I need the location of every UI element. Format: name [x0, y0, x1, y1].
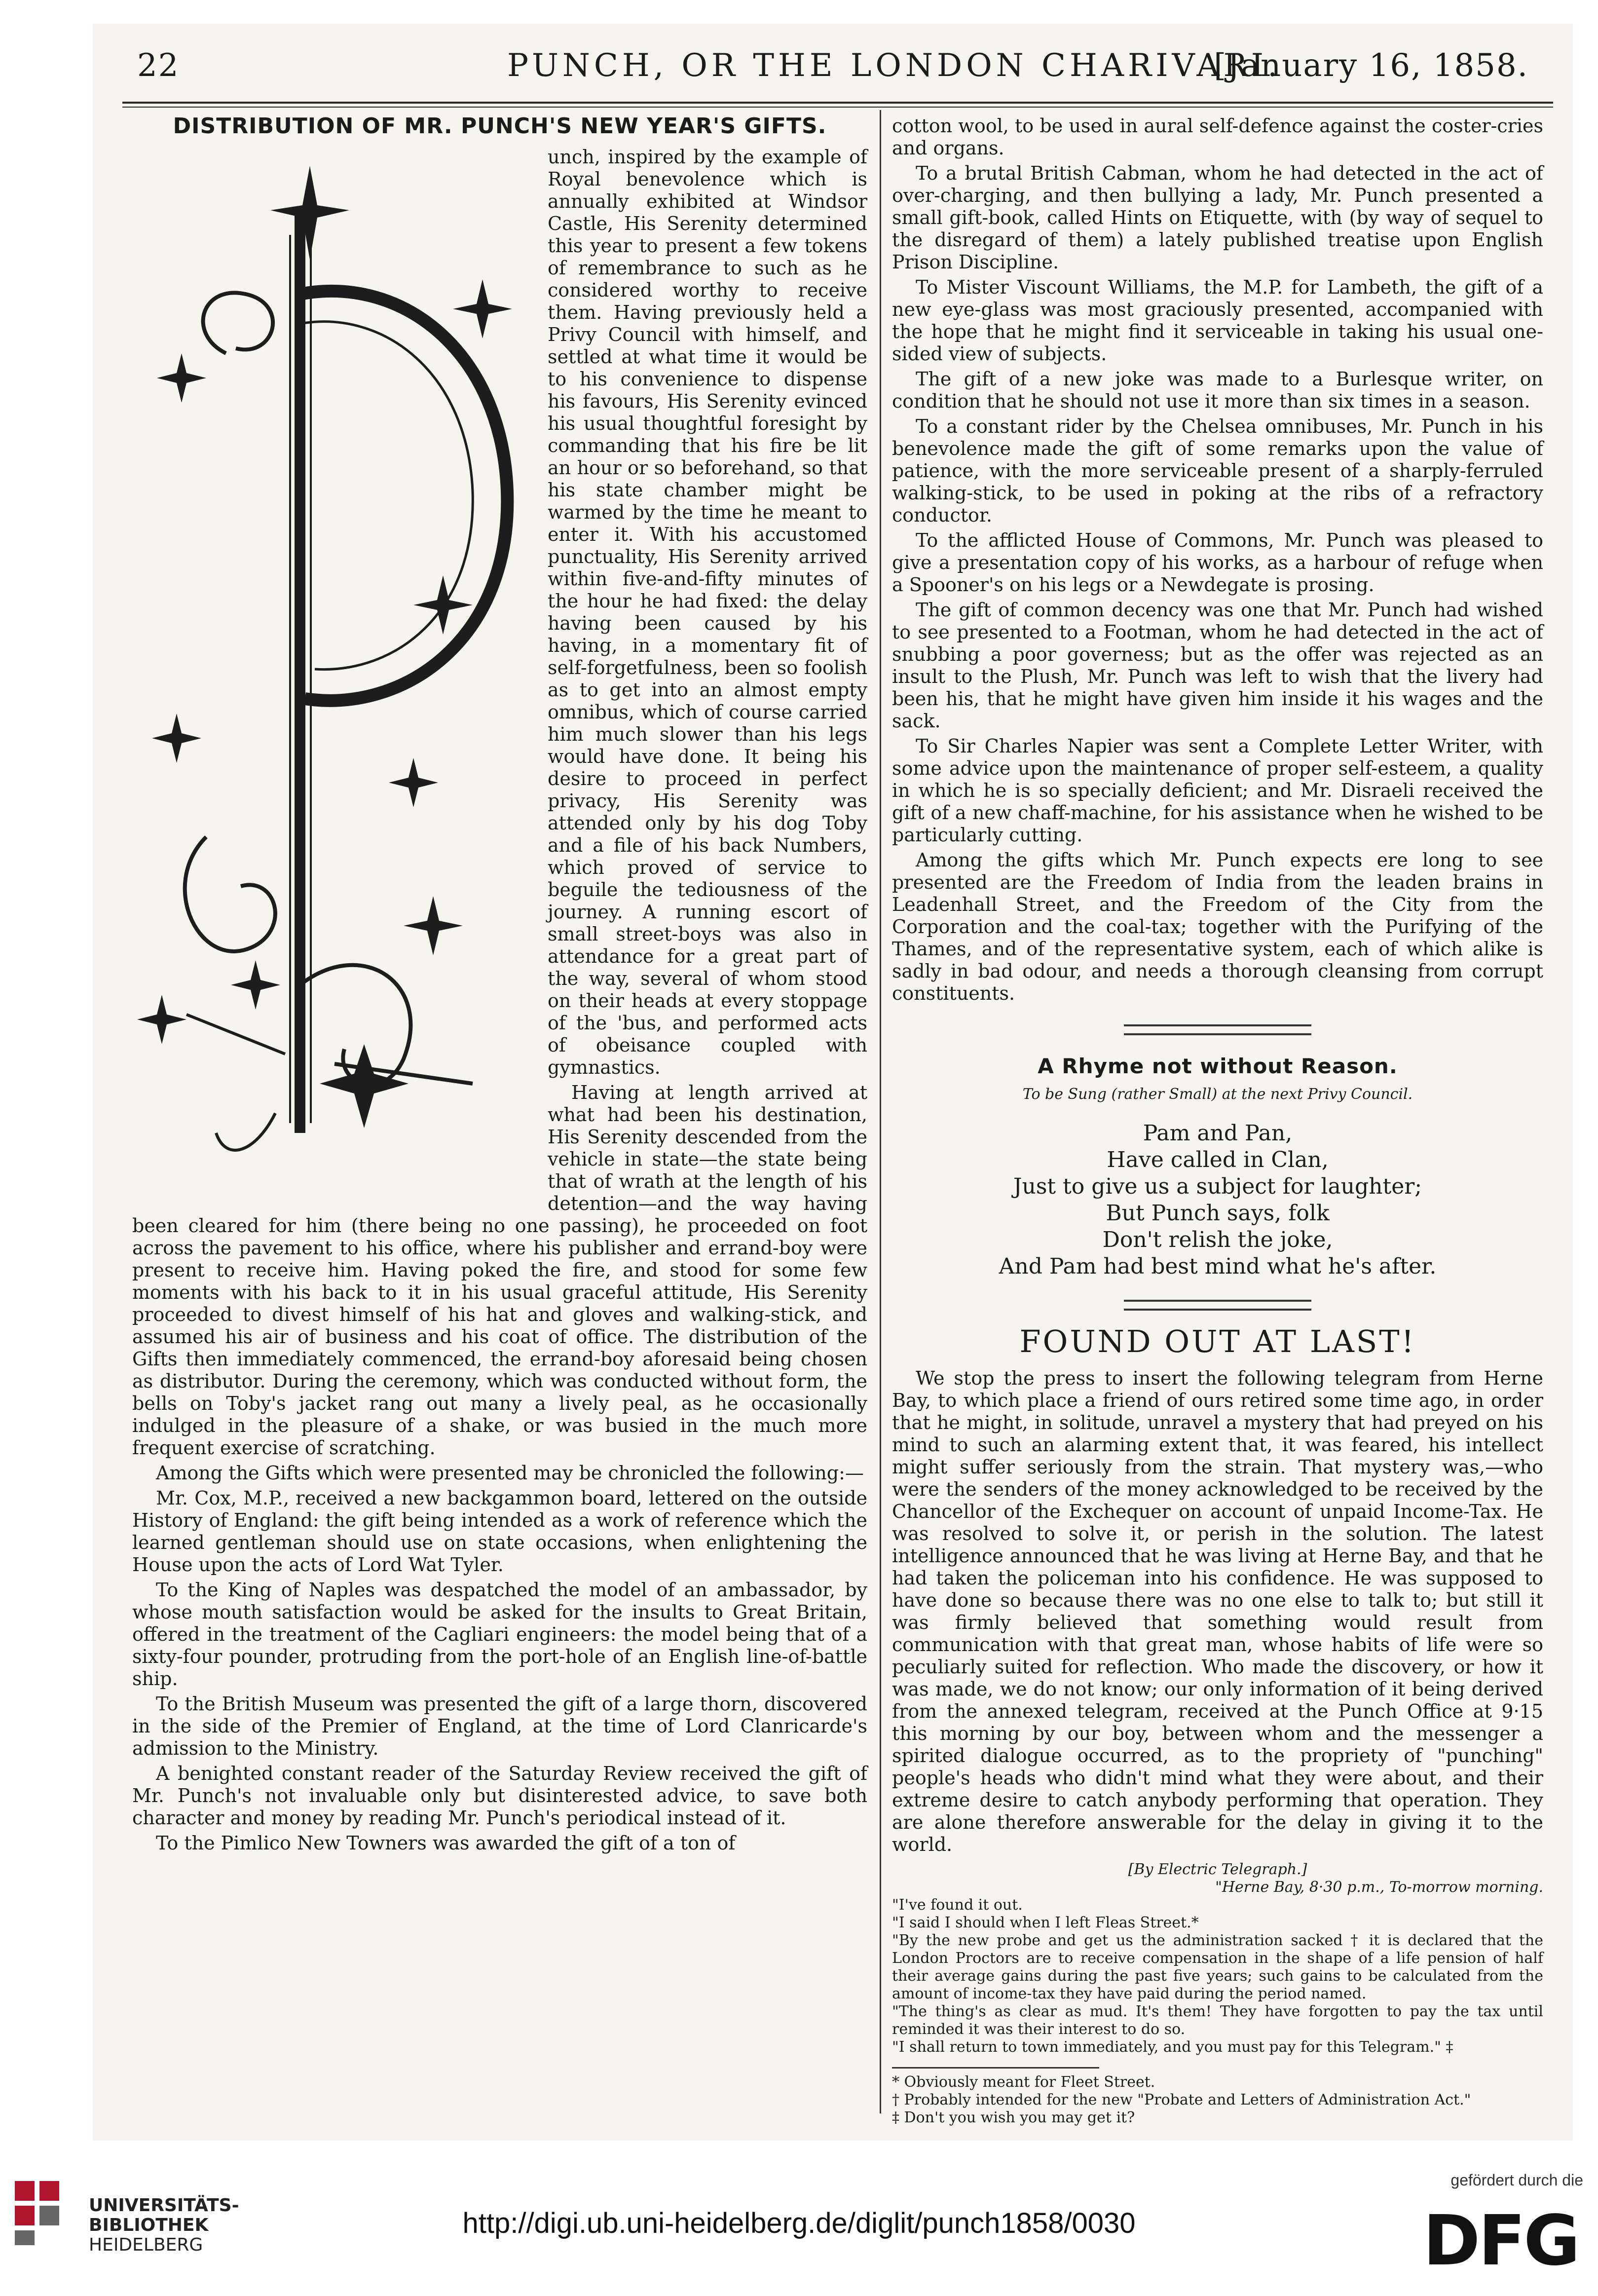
telegraph-label: [By Electric Telegraph.]	[1128, 1861, 1307, 1878]
footnote: ‡ Don't you wish you may get it?	[892, 2109, 1135, 2126]
page-number: 22	[137, 47, 180, 84]
telegram-line: "I said I should when I left Fleas Street.*	[892, 1914, 1199, 1931]
section-title: FOUND OUT AT LAST!	[1019, 1323, 1416, 1359]
article-paragraph: To the King of Naples was despatched the model of an ambassador, by whose mouth satisfaction would be asked for the insults to Great Britain, offered in the treatment of the Cagliari engineers: the model being that of a sixty-four pounder, protruding from the port-hole of an English line-of-battle ship.	[132, 1579, 867, 1690]
verse-line: And Pam had best mind what he's after.	[999, 1254, 1437, 1279]
funded-by-label: gefördert durch die	[1450, 2171, 1583, 2189]
column-divider	[880, 110, 881, 2113]
university-name: UNIVERSITÄTS- BIBLIOTHEK HEIDELBERG	[89, 2195, 239, 2255]
digitization-footer	[0, 2161, 1598, 2296]
dfg-logo: DFG	[1423, 2201, 1578, 2281]
article-paragraph: We stop the press to insert the following telegram from Herne Bay, to which place a friend of ours retired some time ago, in order that he might, in solitude, unravel a mystery that had preyed on his mind to such an alarming extent that, it was feared, his intellect might suffer seriously from the strain. That mystery was,—who were the senders of the money acknowledged to be received by the Chancellor of the Exchequer on account of unpaid Income-Tax. He was resolved to solve it, or perish in the solution. The latest intelligence announced that he was living at Herne Bay, and that he had taken the policeman into his confidence. He was supposed to have done so because there was no one else to talk to; but still it was firmly believed that something would result from communication with that great man, whose habits of life were so peculiarly suited for reflection. Who made the discovery, or how it was made, we do not know; our only information of it being derived from the annexed telegram, received at the Punch Office at 9·15 this morning by our boy, between whom and the messenger a spirited dialogue occurred, as to the propriety of "punching" people's heads who didn't mind what they were about, and their extreme desire to catch anybody performing that operation. They are alone therefore answerable for the delay in giving it to the world.	[892, 1367, 1543, 1855]
newspaper-page	[93, 24, 1573, 2141]
left-column	[132, 115, 867, 2113]
article-paragraph: To a constant rider by the Chelsea omnibuses, Mr. Punch in his benevolence made the gift of some remarks upon the value of patience, with the more serviceable present of a sharply-ferruled walking-stick, to be used in poking at the ribs of a refractory conductor.	[892, 415, 1543, 526]
article-paragraph: Having at length arrived at what had been his destination, His Serenity descended from the vehicle in state—the state being that of wrath at the length of his detention—and the way having been cleared for him (there being no one passing), he proceeded on foot across the pavement to his office, where his publisher and errand-boy were present to receive him. Having poked the fire, and stood for some few moments with his back to it in his usual graceful attitude, His Serenity proceeded to divest himself of his hat and gloves and walking-stick, and assumed his air of business and his coat of office. The distribution of the Gifts then immediately commenced, the errand-boy aforesaid being chosen as distributor. During the ceremony, which was conducted without form, the bells on Toby's jacket rang out many a lively peal, as he occasionally indulged in the pleasure of a shake, or was busied in the much more frequent exercise of scratching.	[132, 1082, 867, 1459]
article-paragraph: To the British Museum was presented the gift of a large thorn, discovered in the side of the Premier of England, at the time of Lord Clanricarde's admission to the Ministry.	[132, 1693, 867, 1759]
rhyme-title: A Rhyme not without Reason.	[1038, 1054, 1398, 1078]
article-paragraph: The gift of a new joke was made to a Burlesque writer, on condition that he should not use it more than six times in a season.	[892, 368, 1543, 412]
rhyme-subtitle: To be Sung (rather Small) at the next Privy Council.	[1022, 1086, 1413, 1103]
article-paragraph: The gift of common decency was one that Mr. Punch had wished to see presented to a Footman, whom he had detected in the act of snubbing a poor governess; but as the offer was rejected as an insult to the Plush, Mr. Punch was left to wish that the livery had been his, that he might have given him inside it his wages and the sack.	[892, 599, 1543, 732]
header-rule	[122, 102, 1553, 104]
verse-line: But Punch says, folk	[1106, 1201, 1330, 1226]
article-title: DISTRIBUTION OF MR. PUNCH'S NEW YEAR'S GIFTS.	[173, 113, 827, 139]
verse	[892, 1120, 1543, 1280]
article-paragraph: To the afflicted House of Commons, Mr. Punch was pleased to give a presentation copy of his works, as a harbour of refuge when a Spooner's on his legs or a Newdegate is prosing.	[892, 529, 1543, 596]
masthead-title: PUNCH, OR THE LONDON CHARIVARI.	[507, 47, 1282, 84]
footnote: * Obviously meant for Fleet Street.	[892, 2073, 1155, 2091]
footnote: † Probably intended for the new "Probate and Letters of Administration Act."	[892, 2091, 1471, 2108]
telegram-line: "I've found it out.	[892, 1896, 1023, 1914]
verse-line: Have called in Clan,	[1107, 1147, 1329, 1172]
telegram-line: "I shall return to town immediately, and you must pay for this Telegram." ‡	[892, 2038, 1453, 2056]
article-paragraph: cotton wool, to be used in aural self-defence against the coster-cries and organs.	[892, 115, 1543, 159]
article-paragraph: unch, inspired by the example of Royal benevolence which is annually exhibited at Windsor Castle, His Serenity determined this year to present a few tokens of remembrance to such as he considered worthy to receive them. Having previously held a Privy Council with himself, and settled at what time it would be to his convenience to dispense his favours, His Serenity evinced his usual thoughtful foresight by commanding that his fire be lit an hour or so beforehand, so that his state chamber might be warmed by the time he meant to enter it. With his accustomed punctuality, His Serenity arrived within five-and-fifty minutes of the hour he had fixed: the delay having been caused by his having, in a momentary fit of self-forgetfulness, been so foolish as to get into an almost empty omnibus, which of course carried him much slower than his legs would have done. It being his desire to proceed in perfect privacy, His Serenity was attended only by his dog Toby and a file of his back Numbers, which proved of service to beguile the tediousness of the journey. A running escort of small street-boys was also in attendance for a great part of the way, several of whom stood on their heads at every stoppage of the 'bus, and performed acts of obeisance coupled with gymnastics.	[548, 146, 867, 1078]
dateline: "Herne Bay, 8·30 p.m., To-morrow morning.	[1215, 1879, 1543, 1896]
ornate-p-illustration	[127, 146, 537, 1192]
article-paragraph: A benighted constant reader of the Saturday Review received the gift of Mr. Punch's not invaluable only but disinterested advice, to save both character and money by reading Mr. Punch's periodical instead of it.	[132, 1763, 867, 1829]
article-paragraph: To the Pimlico New Towners was awarded the gift of a ton of	[156, 1832, 736, 1854]
article-paragraph: To Sir Charles Napier was sent a Complete Letter Writer, with some advice upon the maintenance of proper self-esteem, a quality in which he is so specially deficient; and Mr. Disraeli received the gift of a new chaff-machine, for his assistance when he wished to be particularly cutting.	[892, 735, 1543, 846]
permalink-url[interactable]: http://digi.ub.uni-heidelberg.de/diglit/punch1858/0030	[462, 2207, 1136, 2239]
right-column	[892, 115, 1543, 2126]
section-separator	[1124, 1024, 1311, 1035]
issue-date: [January 16, 1858.	[1214, 47, 1528, 84]
telegram-line: "By the new probe and get us the administration sacked † it is declared that the London Proctors are to receive compensation in the shape of a life pension of half their average gains during the past five years; such gains to be calculated from the amount of income-tax they have paid during the period named.	[892, 1932, 1543, 2002]
article-paragraph: Among the gifts which Mr. Punch expects ere long to see presented are the Freedom of India from the leaden brains in Leadenhall Street, and the Freedom of the City from the Corporation and the coal-tax; together with the Purifying of the Thames, and of the representative system, each of which alike is sadly in bad odour, and needs a thorough cleansing from corrupt constituents.	[892, 849, 1543, 1004]
article-paragraph: To Mister Viscount Williams, the M.P. for Lambeth, the gift of a new eye-glass was most graciously presented, accompanied with the hope that he might find it serviceable in taking his usual one-sided view of subjects.	[892, 276, 1543, 365]
footnote-rule	[892, 2067, 1099, 2069]
ornamental-initial-p-illustration	[127, 146, 537, 1192]
article-paragraph: Mr. Cox, M.P., received a new backgammon board, lettered on the outside History of England: the gift being intended as a work of reference which the learned gentleman should use on state occasions, when enlightening the House upon the acts of Lord Wat Tyler.	[132, 1487, 867, 1576]
article-paragraph: To a brutal British Cabman, whom he had detected in the act of over-charging, and then bullying a lady, Mr. Punch presented a small gift-book, called Hints on Etiquette, with (by way of sequel to the disregard of them) a lately published treatise upon English Prison Discipline.	[892, 162, 1543, 273]
verse-line: Don't relish the joke,	[1102, 1227, 1333, 1252]
section-separator	[1124, 1300, 1311, 1311]
header-rule-thin	[122, 107, 1553, 108]
verse-line: Pam and Pan,	[1143, 1121, 1293, 1146]
article-paragraph: Among the Gifts which were presented may be chronicled the following:—	[156, 1462, 864, 1484]
telegram-line: "The thing's as clear as mud. It's them! They have forgotten to pay the tax until reminded it was their interest to do so.	[892, 2003, 1543, 2038]
verse-line: Just to give us a subject for laughter;	[1013, 1174, 1422, 1199]
running-head	[137, 47, 1528, 97]
